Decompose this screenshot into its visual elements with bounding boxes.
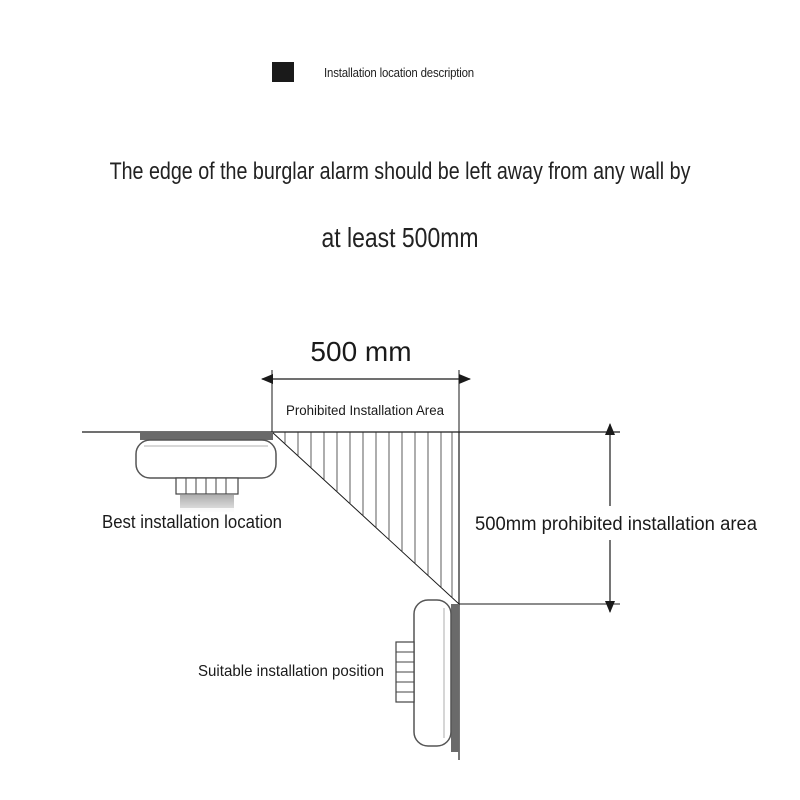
- instruction-line-2: at least 500mm: [321, 222, 479, 253]
- suitable-installation-label: Suitable installation position: [198, 663, 384, 680]
- instruction-line-1: The edge of the burglar alarm should be left away from any wall by: [109, 158, 691, 185]
- prohibited-area-label: Prohibited Installation Area: [286, 403, 445, 418]
- vertical-dimension-label: 500mm prohibited installation area: [475, 514, 758, 535]
- best-installation-label: Best installation location: [102, 512, 282, 532]
- ceiling-mounted-sensor: [136, 432, 276, 512]
- horizontal-dimension-label: 500 mm: [310, 336, 412, 367]
- wall-mounted-sensor: [396, 600, 459, 752]
- section-title: Installation location description: [324, 64, 474, 80]
- prohibited-area-hatching: [272, 432, 459, 604]
